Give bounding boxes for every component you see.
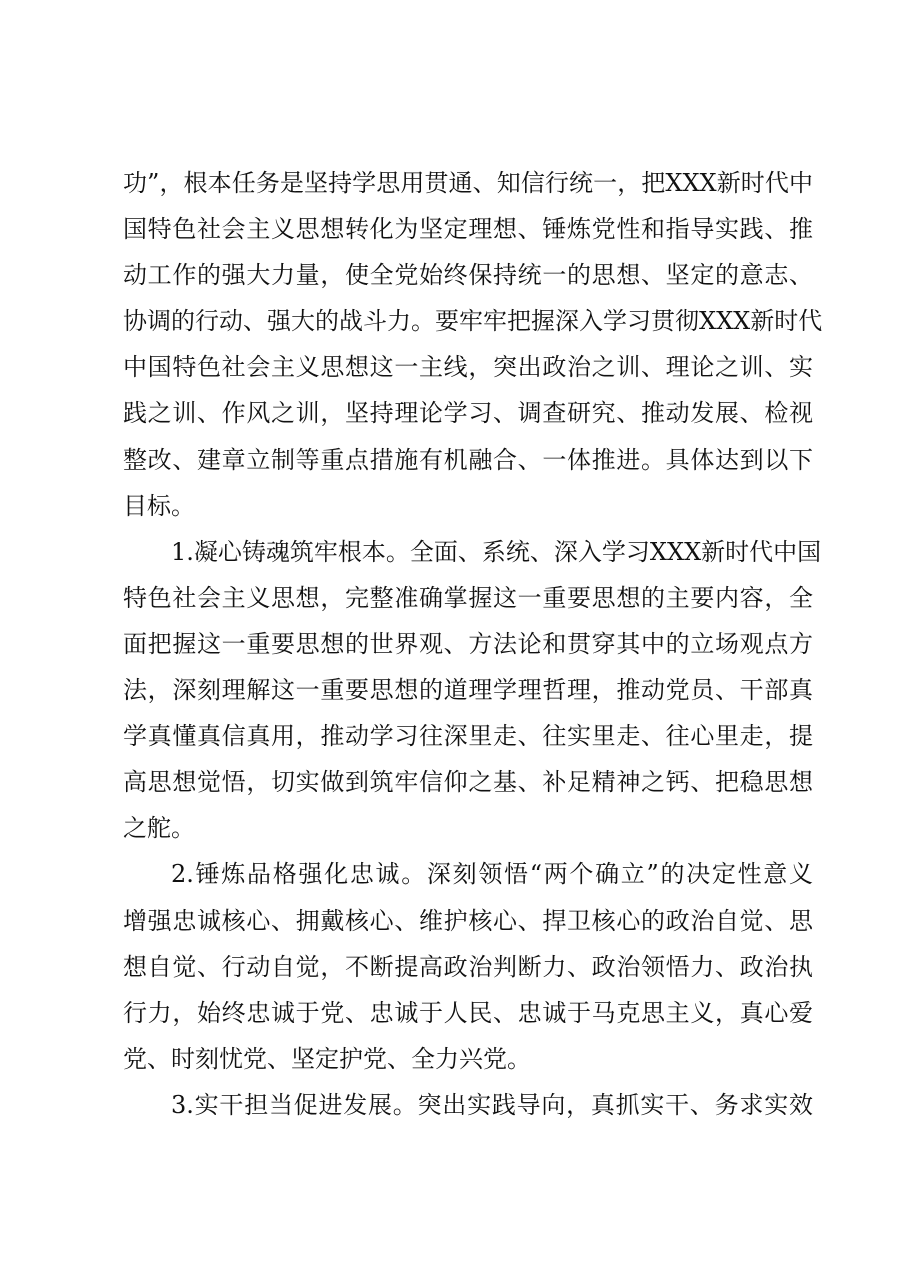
paragraph-continuation xyxy=(123,160,823,529)
text-line: 学真懂真信真用，推动学习往深里走、往实里走、往心里走，提 xyxy=(123,722,813,751)
text-line: 国特色社会主义思想转化为坚定理想、锤炼党性和指导实践、推 xyxy=(123,215,813,244)
paragraph-goal-3 xyxy=(123,1082,813,1128)
paragraph-goal-1 xyxy=(123,529,822,852)
text-line: 之舵。 xyxy=(123,814,195,843)
text-line: 2.锤炼品格强化忠诚。深刻领悟“两个确立”的决定性意义 xyxy=(171,860,813,889)
document-body xyxy=(123,160,823,1128)
paragraph-goal-2 xyxy=(123,851,813,1081)
text-line: 动工作的强大力量，使全党始终保持统一的思想、坚定的意志、 xyxy=(123,261,813,290)
text-line: 目标。 xyxy=(123,491,195,520)
text-line: 法，深刻理解这一重要思想的道理学理哲理，推动党员、干部真 xyxy=(123,676,813,705)
text-line: 中国特色社会主义思想这一主线，突出政治之训、理论之训、实 xyxy=(123,353,813,382)
text-line: 整改、建章立制等重点措施有机融合、一体推进。具体达到以下 xyxy=(123,445,813,474)
text-line: 特色社会主义思想，完整准确掌握这一重要思想的主要内容，全 xyxy=(123,583,813,612)
text-line: 党、时刻忧党、坚定护党、全力兴党。 xyxy=(123,1044,531,1073)
text-line: 高思想觉悟，切实做到筑牢信仰之基、补足精神之钙、把稳思想 xyxy=(123,768,813,797)
text-line: 践之训、作风之训，坚持理论学习、调查研究、推动发展、检视 xyxy=(123,399,813,428)
text-line: 行力，始终忠诚于党、忠诚于人民、忠诚于马克思主义，真心爱 xyxy=(123,998,813,1027)
text-line: 想自觉、行动自觉，不断提高政治判断力、政治领悟力、政治执 xyxy=(123,952,813,981)
text-line: 增强忠诚核心、拥戴核心、维护核心、捍卫核心的政治自觉、思 xyxy=(123,906,813,935)
text-line: 面把握这一重要思想的世界观、方法论和贯穿其中的立场观点方 xyxy=(123,629,813,658)
text-line: 功”，根本任务是坚持学思用贯通、知信行统一，把XXX新时代中 xyxy=(123,169,813,197)
text-line: 协调的行动、强大的战斗力。要牢牢把握深入学习贯彻XXX新时代 xyxy=(123,307,823,336)
text-line: 3.实干担当促进发展。突出实践导向，真抓实干、务求实效 xyxy=(171,1090,813,1119)
text-line: 1.凝心铸魂筑牢根本。全面、系统、深入学习XXX新时代中国 xyxy=(171,537,822,566)
